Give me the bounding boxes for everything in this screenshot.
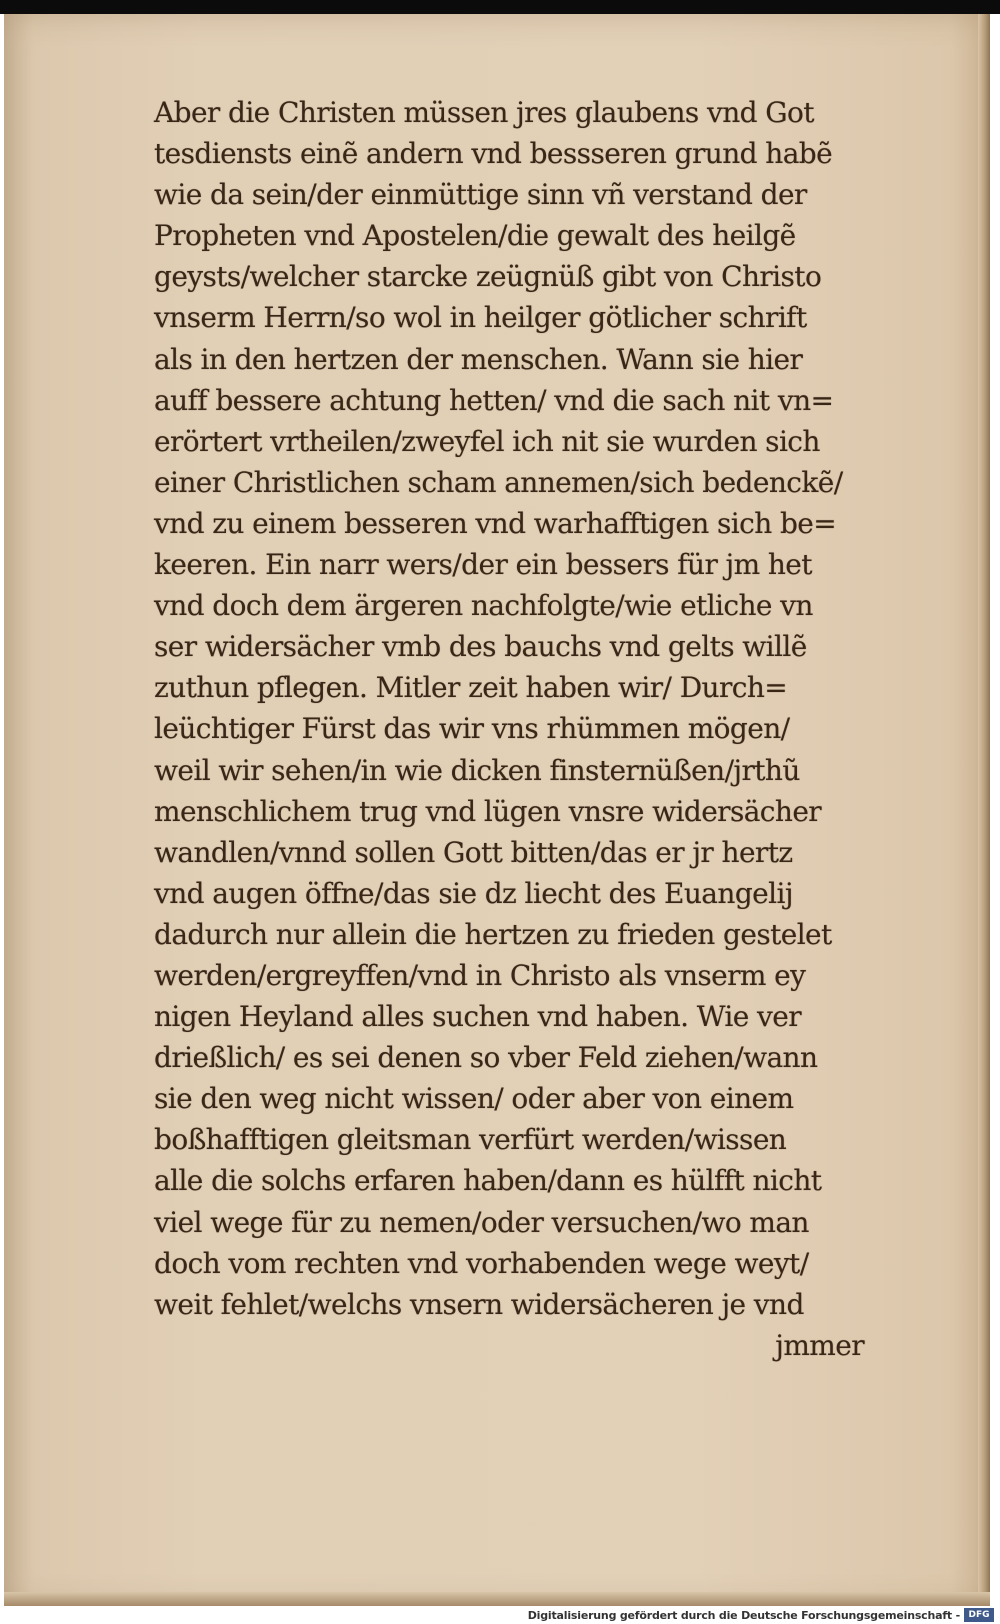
text-line: doch vom rechten vnd vorhabenden wege weyt/ xyxy=(154,1246,809,1280)
text-line: wandlen/vnnd sollen Gott bitten/das er jr hertz xyxy=(154,835,793,869)
text-line: boßhafftigen gleitsman verfürt werden/wissen xyxy=(154,1123,787,1157)
text-line: einer Christlichen scham annemen/sich bedenckẽ/ xyxy=(154,465,843,499)
text-line: Aber die Christen müssen jres glaubens vnd Got xyxy=(154,96,814,129)
text-line: leüchtiger Fürst das wir vns rhümmen mögen/ xyxy=(154,712,790,746)
text-line: drießlich/ es sei denen so vber Feld ziehen/wann xyxy=(154,1041,818,1075)
text-line: sie den weg nicht wissen/ oder aber von einem xyxy=(154,1082,794,1116)
text-line: vnserm Herrn/so wol in heilger götlicher schrift xyxy=(154,301,807,335)
page-edge xyxy=(978,14,990,1606)
text-line: menschlichem trug vnd lügen vnsre widersächer xyxy=(154,794,822,828)
text-line: nigen Heyland alles suchen vnd haben. Wie ver xyxy=(154,1000,802,1034)
text-line: vnd zu einem besseren vnd warhafftigen sich be= xyxy=(154,506,837,540)
text-line: auff bessere achtung hetten/ vnd die sach nit vn= xyxy=(154,383,834,417)
text-line: erörtert vrtheilen/zweyfel ich nit sie wurden sich xyxy=(154,424,820,458)
text-line: viel wege für zu nemen/oder versuchen/wo man xyxy=(154,1205,809,1239)
text-line: geysts/welcher starcke zeügnüß gibt von Christo xyxy=(154,260,822,294)
text-line: weil wir sehen/in wie dicken finsternüßen/jrthũ xyxy=(154,753,800,787)
page-bottom-edge xyxy=(4,1592,990,1606)
catchword: jmmer xyxy=(775,1328,864,1362)
page-text-block xyxy=(154,92,934,1366)
text-line: vnd augen öffne/das sie dz liecht des Euangelij xyxy=(154,876,793,910)
text-line: als in den hertzen der menschen. Wann sie hier xyxy=(154,342,803,376)
dfg-logo: DFG xyxy=(964,1608,994,1622)
text-line: dadurch nur allein die hertzen zu frieden gestelet xyxy=(154,917,832,951)
text-line: wie da sein/der einmüttige sinn vñ verstand der xyxy=(154,178,807,212)
text-line: Propheten vnd Apostelen/die gewalt des heilgẽ xyxy=(154,219,796,253)
text-line: keeren. Ein narr wers/der ein bessers für jm het xyxy=(154,548,812,582)
text-line: alle die solchs erfaren haben/dann es hülfft nicht xyxy=(154,1164,822,1198)
text-line: werden/ergreyffen/vnd in Christo als vnserm ey xyxy=(154,958,806,992)
text-line: zuthun pflegen. Mitler zeit haben wir/ Durch= xyxy=(154,671,788,705)
text-line: tesdiensts einẽ andern vnd bessseren grund habẽ xyxy=(154,137,833,171)
footer-credit: Digitalisierung gefördert durch die Deutsche Forschungsgemeinschaft - xyxy=(527,1609,960,1622)
book-page xyxy=(4,14,990,1606)
text-line: vnd doch dem ärgeren nachfolgte/wie etliche vn xyxy=(154,589,813,623)
text-line: weit fehlet/welchs vnsern widersächeren je vnd xyxy=(154,1287,804,1321)
scanner-top-border xyxy=(0,0,1000,14)
text-line: ser widersächer vmb des bauchs vnd gelts willẽ xyxy=(154,630,807,664)
